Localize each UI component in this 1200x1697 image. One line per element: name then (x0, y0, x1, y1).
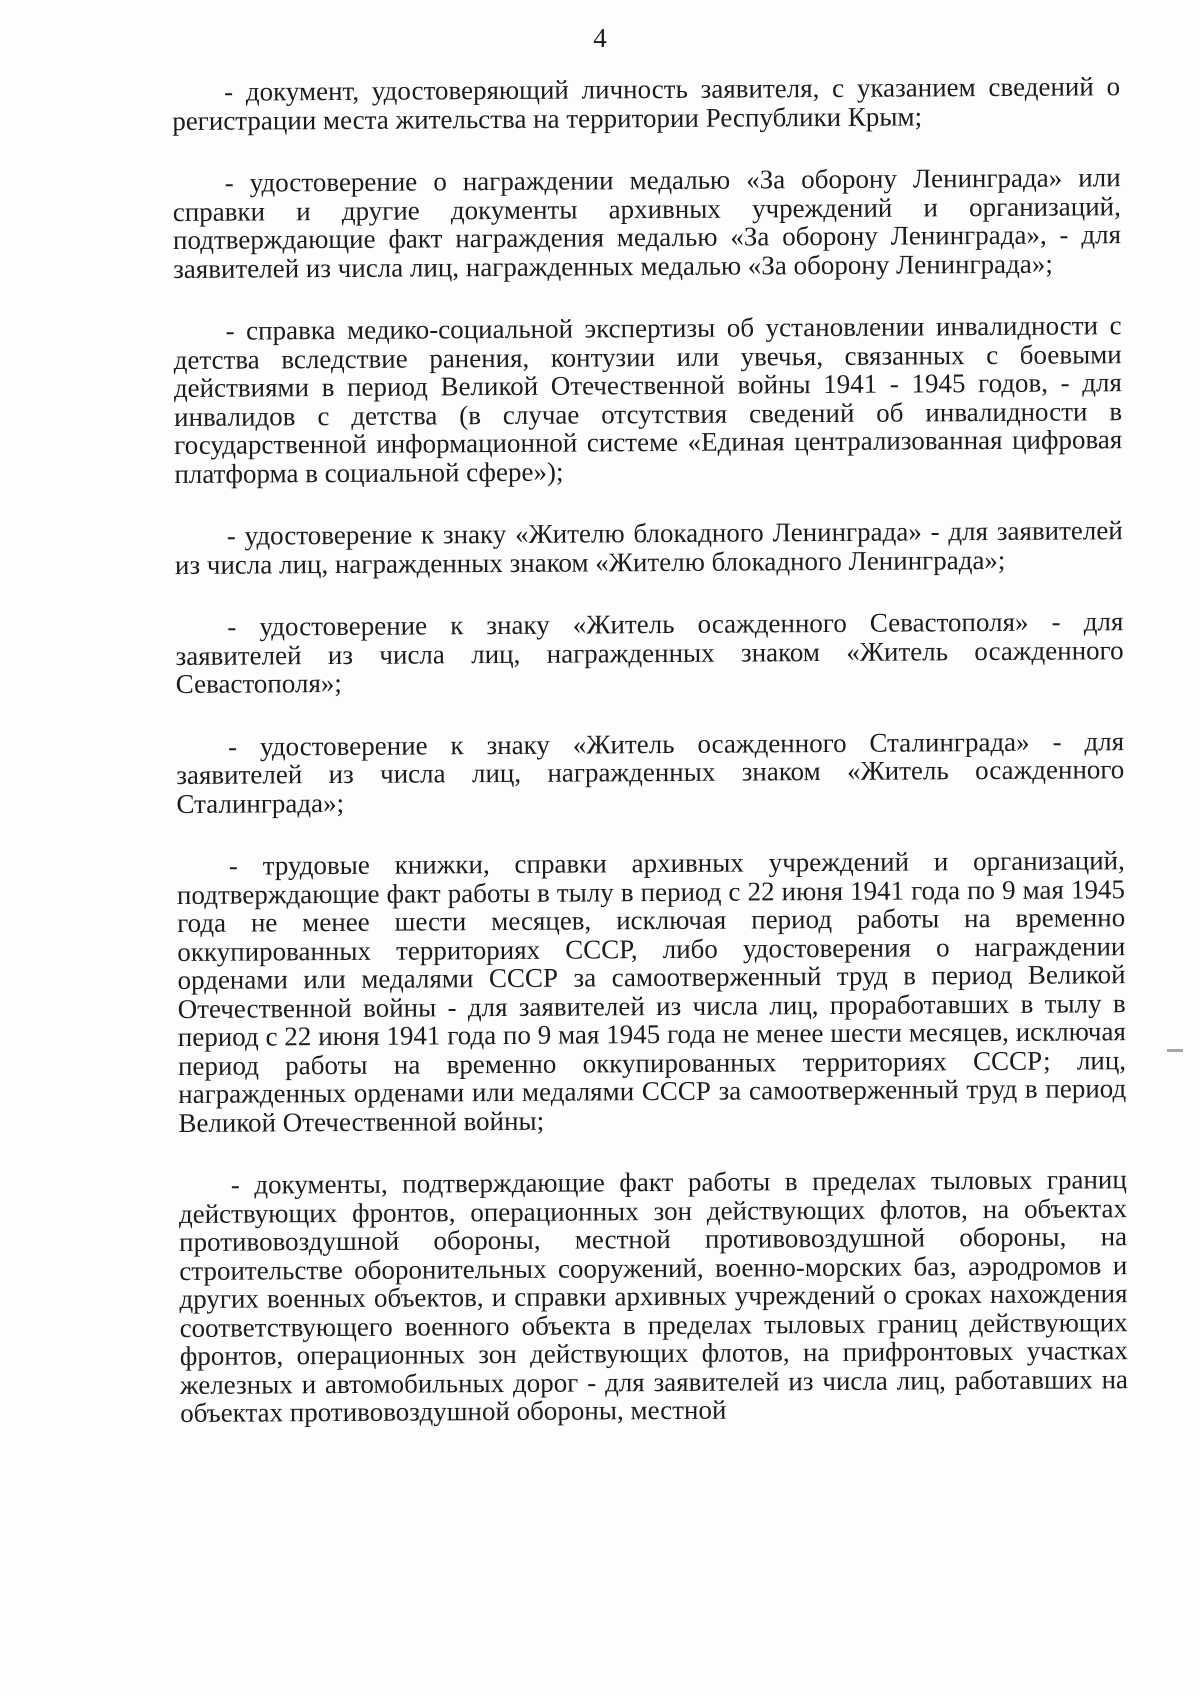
paragraph-front-line-work: - документы, подтверждающие факт работы в пределах тыловых границ действующих фронтов, операционных зон действующих флотов, на объектах противовоздушной обороны, местной противовоздушной обороны, на строительстве оборонительных сооружений, военно-морских баз, аэродромов и других военных объектов, и справки архивных учреждений о сроках нахождения соответствующего военного объекта в пределах тыловых границ действующих фронтов, операционных зон действующих флотов, на прифронтовых участках железных и автомобильных дорог - для заявителей из числа лиц, работавших на объектах противовоздушной обороны, местной (178, 1164, 1129, 1428)
scan-artifact-mark (1167, 1049, 1183, 1052)
paragraph-leningrad-medal: - удостоверение о награждении медалью «За оборону Ленинграда» или справки и другие документы архивных учреждений и организаций, подтверждающие факт награждения медалью «За оборону Ленинграда», - для заявителей из числа лиц, награжденных медалью «За оборону Ленинграда»; (172, 162, 1122, 284)
paragraph-identity-document: - документ, удостоверяющий личность заявителя, с указанием сведений о регистрации места жительства на территории Республики Крым; (172, 71, 1121, 136)
paragraph-blockade-badge: - удостоверение к знаку «Жителю блокадного Ленинграда» - для заявителей из числа лиц, награжденных знаком «Жителю блокадного Ленинграда»; (174, 515, 1123, 580)
page-number: 4 (593, 23, 607, 53)
paragraph-home-front-work: - трудовые книжки, справки архивных учреждений и организаций, подтверждающие факт работы в тылу в период с 22 июня 1941 года по 9 мая 1945 года не менее шести месяцев, исключая период работы на временно оккупированных территориях СССР, либо удостоверения о награждении орденами или медалями СССР за самоотверженный труд в период Великой Отечественной войны - для заявителей из числа лиц, проработавших в тылу в период с 22 июня 1941 года по 9 мая 1945 года не менее шести месяцев, исключая период работы на временно оккупированных территориях СССР; лиц, награжденных орденами или медалями СССР за самоотверженный труд в период Великой Отечественной войны; (176, 845, 1127, 1138)
paragraph-disability-certificate: - справка медико-социальной экспертизы об установлении инвалидности с детства вследствие ранения, контузии или увечья, связанных с боевыми действиями в период Великой Отечественной войны 1941 - 1945 годов, - для инвалидов с детства (в случае отсутствия сведений об инвалидности в государственной информационной системе «Единая централизованная цифровая платформа в социальной сфере»); (173, 310, 1123, 489)
paragraph-sevastopol-badge: - удостоверение к знаку «Житель осажденного Севастополя» - для заявителей из числа лиц, награжденных знаком «Житель осажденного Севастополя»; (175, 606, 1124, 699)
paragraph-stalingrad-badge: - удостоверение к знаку «Житель осажденного Сталинграда» - для заявителей из числа лиц, награжденных знаком «Житель осажденного Сталинграда»; (176, 725, 1125, 819)
document-body (172, 72, 1128, 1427)
